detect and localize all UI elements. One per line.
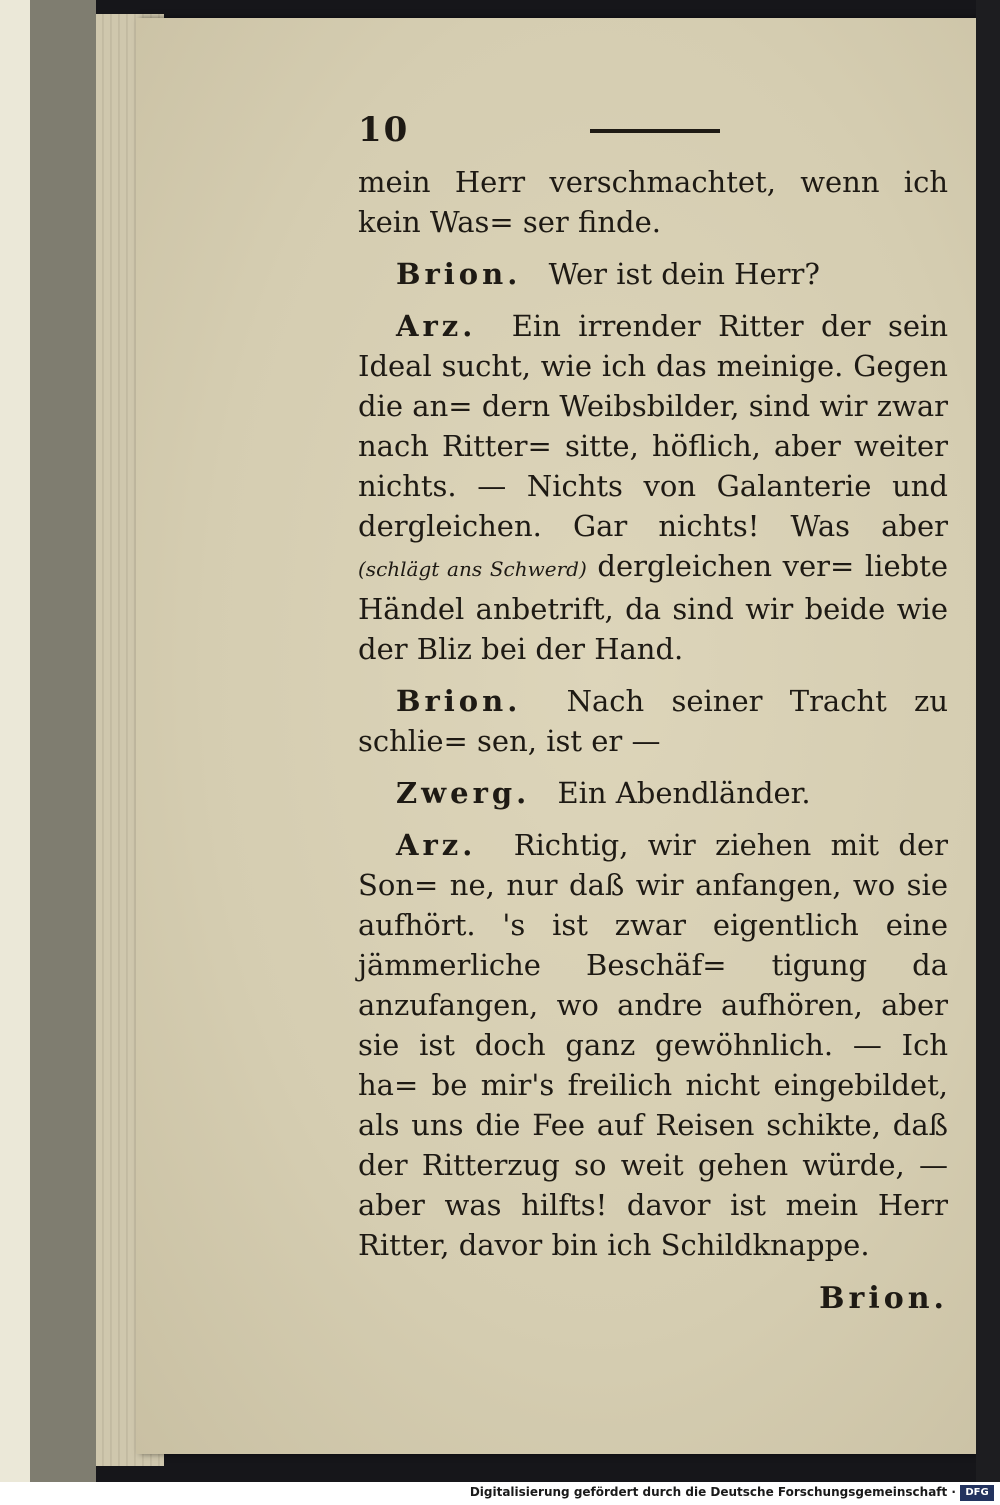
paragraph-text: mein Herr verschmachtet, wenn ich kein Was= ser finde.: [358, 165, 948, 239]
speaker-name: Brion.: [396, 684, 522, 718]
paragraph: [358, 825, 948, 1265]
paragraph-text: Richtig, wir ziehen mit der Son= ne, nur daß wir anfangen, wo sie aufhört. 's ist zwar eigentlich eine jämmerliche Beschäf= tigung da anzufangen, wo andre aufhören, aber sie ist doch ganz gewöhnlich. — Ich ha= be mir's freilich nicht eingebildet, als uns die Fee auf Reisen schikte, daß der Ritterzug so weit gehen würde, — aber was hilfts! davor ist mein Herr Ritter, davor bin ich Schildknappe.: [358, 828, 948, 1262]
speaker-name: Brion.: [396, 257, 522, 291]
paragraph-text: Wer ist dein Herr?: [548, 257, 820, 291]
stage-direction: (schlägt ans Schwerd): [358, 557, 587, 581]
catchword: Brion.: [819, 1281, 948, 1316]
paragraph: [358, 681, 948, 761]
dfg-logo: DFG: [960, 1485, 994, 1501]
footer-bar: [0, 1482, 1000, 1505]
speaker-name: Zwerg.: [396, 776, 531, 810]
background-card: [0, 0, 30, 1482]
speaker-name: Arz.: [396, 828, 477, 862]
page-header: [358, 110, 948, 162]
paragraph-text: dergleichen ver= liebte Händel anbetrift, da sind wir beide wie der Bliz bei der Hand.: [358, 549, 949, 666]
page-number: 10: [358, 110, 410, 150]
header-rule: [590, 129, 720, 133]
paragraph-text: Ein Abendländer.: [557, 776, 811, 810]
page-content: [358, 110, 948, 1316]
paragraph: [358, 162, 948, 242]
paragraph: [358, 306, 948, 669]
background-board: [30, 0, 96, 1482]
paragraph: [358, 773, 948, 813]
footer-credit: Digitalisierung gefördert durch die Deutsche Forschungsgemeinschaft ·: [469, 1485, 956, 1499]
background-right: [976, 0, 1000, 1482]
speaker-name: Arz.: [396, 309, 477, 343]
paragraph-text: Ein irrender Ritter der sein Ideal sucht, wie ich das meinige. Gegen die an= dern Weibsbilder, sind wir zwar nach Ritter= sitte, höflich, aber weiter nichts. — Nichts von Galanterie und dergleichen. Gar nichts! Was aber: [358, 309, 949, 543]
paragraph: [358, 254, 948, 294]
paragraph-text: Nach seiner Tracht zu schlie= sen, ist er —: [358, 684, 948, 758]
